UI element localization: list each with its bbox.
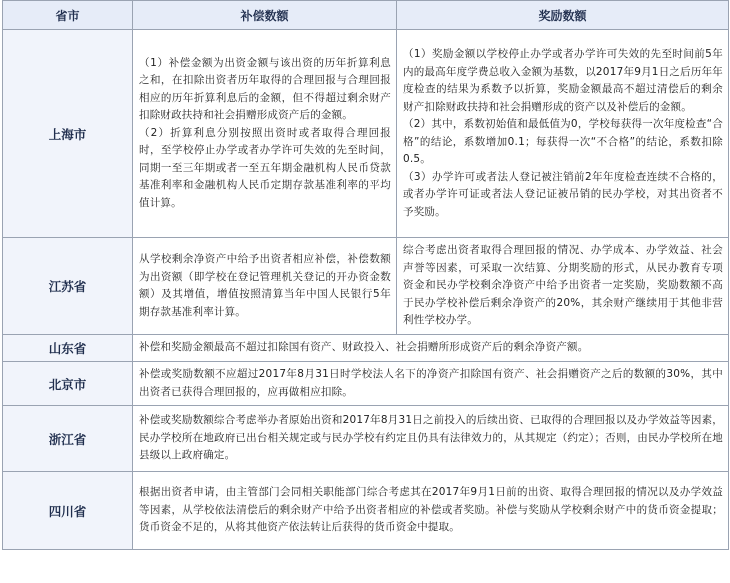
province-cell: 上海市: [3, 30, 133, 238]
province-cell: 四川省: [3, 472, 133, 550]
header-compensation: 补偿数额: [133, 1, 397, 30]
province-cell: 山东省: [3, 335, 133, 362]
reward-paragraph: （3）办学许可或者法人登记被注销前2年年度检查连续不合格的，或者办学许可证或者法人登记证被吊销的民办学校，对其出资者不予奖励。: [403, 170, 723, 218]
compensation-cell: [133, 30, 397, 238]
province-cell: 江苏省: [3, 238, 133, 335]
compensation-paragraph: （2）折算利息分别按照出资时或者取得合理回报时，至学校停止办学或者办学许可失效的先至时间，同期一至三年期或者一至五年期金融机构人民币贷款基准利率和金融机构人民币定期存款基准利率的平均值计算。: [139, 126, 391, 209]
table-row-sichuan: [3, 472, 729, 550]
table-row-shandong: [3, 335, 729, 362]
header-province: 省市: [3, 1, 133, 30]
table-row-shanghai: [3, 30, 729, 238]
merged-cell: 补偿或奖励数额综合考虑举办者原始出资和2017年8月31日之前投入的后续出资、已取得的合理回报以及办学效益等因素，民办学校所在地政府已出台相关规定或与民办学校有约定且仍具有法律效力的，从其规定（约定）；否则，由民办学校所在地县级以上政府确定。: [133, 406, 729, 472]
table-row-beijing: [3, 362, 729, 406]
table-row-jiangsu: [3, 238, 729, 335]
reward-paragraph: （1）奖励金额以学校停止办学或者办学许可失效的先至时间前5年内的最高年度学费总收入金额为基数，以2017年9月1日之后历年年度检查的结果为系数予以折算，奖励金额最高不超过清偿后的剩余财产扣除财政扶持和社会捐赠形成的资产以及补偿后的金额。: [403, 48, 723, 113]
reward-cell: [397, 30, 729, 238]
header-reward: 奖励数额: [397, 1, 729, 30]
province-cell: 北京市: [3, 362, 133, 406]
compensation-reward-table: [2, 0, 729, 550]
table-row-zhejiang: [3, 406, 729, 472]
reward-paragraph: （2）其中，系数初始值和最低值为0，学校每获得一次年度检查“合格”的结论，系数增加0.1；每获得一次“不合格”的结论，系数扣除0.5。: [403, 118, 723, 165]
compensation-paragraph: （1）补偿金额为出资金额与该出资的历年折算利息之和，在扣除出资者历年取得的合理回报与合理回报相应的历年折算利息后的金额，但不得超过剩余财产扣除财政扶持和社会捐赠形成资产后的金额。: [139, 56, 391, 122]
merged-cell: 根据出资者申请，由主管部门会同相关职能部门综合考虑其在2017年9月1日前的出资、取得合理回报的情况以及办学效益等因素，从学校依法清偿后的剩余财产中给予出资者相应的补偿或者奖励。补偿与奖励从学校剩余财产中的货币资金提取；货币资金不足的，从将其他资产依法转让后获得的货币资金中提取。: [133, 472, 729, 550]
merged-cell: 补偿和奖励金额最高不超过扣除国有资产、财政投入、社会捐赠所形成资产后的剩余净资产额。: [133, 335, 729, 362]
province-cell: 浙江省: [3, 406, 133, 472]
compensation-cell: 从学校剩余净资产中给予出资者相应补偿，补偿数额为出资额（即学校在登记管理机关登记的开办资金数额）及其增值，增值按照清算当年中国人民银行5年期存款基准利率计算。: [133, 238, 397, 335]
reward-cell: 综合考虑出资者取得合理回报的情况、办学成本、办学效益、社会声誉等因素，可采取一次结算、分期奖励的形式，从民办教育专项资金和民办学校剩余净资产中给予出资者一定奖励，奖励数额不高于民办学校补偿后剩余净资产的20%，其余财产继续用于其他非营利性学校办学。: [397, 238, 729, 335]
merged-cell: 补偿或奖励数额不应超过2017年8月31日时学校法人名下的净资产扣除国有资产、社会捐赠资产之后的数额的30%，其中出资者已获得合理回报的，应再做相应扣除。: [133, 362, 729, 406]
table-header-row: [3, 1, 729, 30]
